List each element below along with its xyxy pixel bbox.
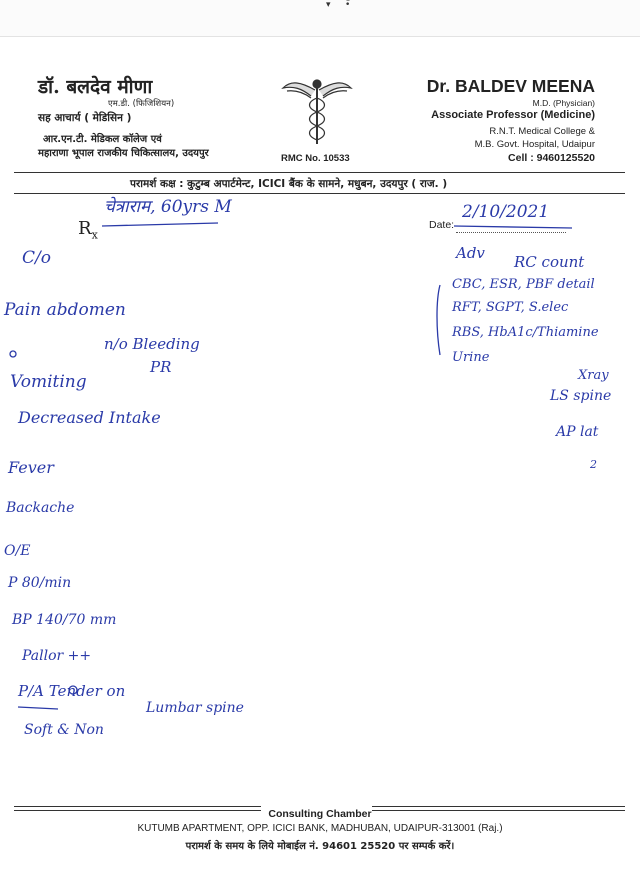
handwritten-note: P 80/min <box>8 575 72 591</box>
title-hindi: सह आचार्य ( मेडिसिन ) <box>38 112 132 124</box>
handwritten-note: LS spine <box>550 388 612 404</box>
handwritten-note: Vomiting <box>10 372 87 392</box>
patient-info-handwritten: चेत्राराम, 60yrs M <box>104 197 232 217</box>
cell-number: Cell : 9460125520 <box>508 152 595 164</box>
handwritten-note: Xray <box>578 368 609 383</box>
scan-mark: ▾ <box>326 0 331 10</box>
handwritten-note: Urine <box>452 350 490 365</box>
handwritten-note: PR <box>150 358 172 376</box>
handwritten-note: BP 140/70 mm <box>12 612 117 628</box>
degree-english: M.D. (Physician) <box>532 98 595 108</box>
doctor-name-hindi: डॉ. बलदेव मीणा <box>38 76 153 98</box>
chamber-address-hindi: परामर्श कक्ष : कुटुम्ब अपार्टमेन्ट, ICICI बैंक के सामने, मधुबन, उदयपुर ( राज. ) <box>130 178 448 190</box>
handwritten-note: RBS, HbA1c/Thiamine <box>452 325 599 340</box>
handwritten-note: n/o Bleeding <box>104 335 200 353</box>
date-handwritten: 2/10/2021 <box>462 202 550 222</box>
handwritten-note: P/A Tender on <box>18 682 126 700</box>
handwritten-note: Pain abdomen <box>4 300 126 320</box>
doctor-name-english: Dr. BALDEV MEENA <box>426 76 595 96</box>
handwritten-note: Soft & Non <box>24 722 104 738</box>
rx-symbol: $R_x$ <box>78 218 98 242</box>
college-hindi-line1: आर.एन.टी. मेडिकल कॉलेज एवं <box>43 134 162 145</box>
footer-contact-hindi: परामर्श के समय के लिये मोबाईल नं. 94601 25520 पर सम्पर्क करें। <box>185 841 455 852</box>
handwritten-note: Backache <box>6 500 75 516</box>
title-english: Associate Professor (Medicine) <box>431 109 595 121</box>
college-english-line1: R.N.T. Medical College & <box>489 126 595 137</box>
handwritten-note: Lumbar spine <box>146 700 244 716</box>
handwritten-note: CBC, ESR, PBF detail <box>452 277 595 292</box>
handwritten-note: Pallor ++ <box>22 648 92 664</box>
footer-consulting-chamber: Consulting Chamber <box>268 808 372 820</box>
handwritten-note: AP lat <box>556 424 599 440</box>
date-label: Date: <box>429 219 455 231</box>
handwritten-note: RC count <box>514 253 585 271</box>
handwritten-note: Fever <box>8 458 54 477</box>
handwritten-note: RFT, SGPT, S.elec <box>452 300 569 315</box>
rmc-number: RMC No. 10533 <box>281 153 350 164</box>
footer-rule <box>372 806 625 807</box>
handwritten-note: Adv <box>456 244 485 262</box>
handwritten-note: Decreased Intake <box>18 408 161 427</box>
footer-rule <box>14 806 261 807</box>
degree-hindi: एम.डी. (फिजिशियन) <box>108 99 175 109</box>
college-english-line2: M.B. Govt. Hospital, Udaipur <box>474 139 595 150</box>
handwritten-note: 2 <box>590 458 597 471</box>
footer-address: KUTUMB APARTMENT, OPP. ICICI BANK, MADHUBAN, UDAIPUR-313001 (Raj.) <box>137 823 503 834</box>
scan-mark: •̈ <box>345 0 351 10</box>
handwritten-note: O/E <box>4 543 31 559</box>
college-hindi-line2: महाराणा भूपाल राजकीय चिकित्सालय, उदयपुर <box>38 148 209 159</box>
handwritten-note: C/o <box>22 248 51 268</box>
